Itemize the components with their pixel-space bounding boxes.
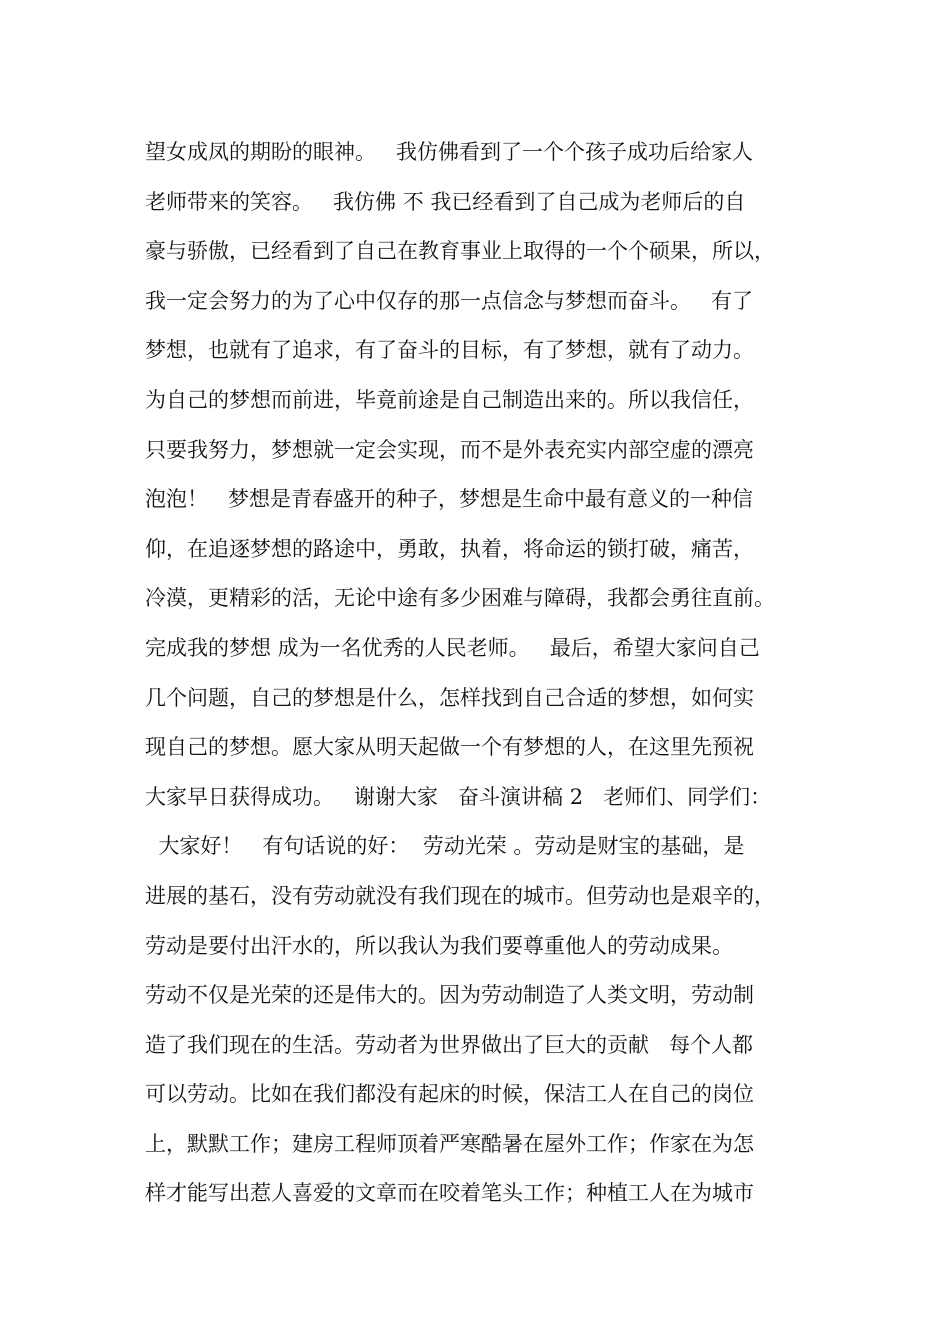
text-line-19: 造了我们现在的生活。劳动者为世界做出了巨大的贡献 每个人都	[145, 1032, 754, 1057]
text-line-10: 冷漠，更精彩的活，无论中途有多少困难与障碍，我都会勇往直前。	[145, 586, 775, 611]
text-line-7: 只要我努力，梦想就一定会实现，而不是外表充实内部空虚的漂亮	[145, 437, 754, 462]
text-line-11: 完成我的梦想 成为一名优秀的人民老师。 最后，希望大家问自己	[145, 635, 760, 660]
text-line-4: 我一定会努力的为了心中仅存的那一点信念与梦想而奋斗。 有了	[145, 288, 754, 313]
text-line-9: 仰，在追逐梦想的路途中，勇敢，执着，将命运的锁打破，痛苦，	[145, 536, 754, 561]
text-line-22: 样才能写出惹人喜爱的文章而在咬着笔头工作；种植工人在为城市	[145, 1181, 754, 1206]
text-line-1: 望女成凤的期盼的眼神。 我仿佛看到了一个个孩子成功后给家人	[145, 140, 754, 164]
text-line-14: 大家早日获得成功。 谢谢大家 奋斗演讲稿 2 老师们、同学们：	[145, 784, 772, 809]
text-line-16: 进展的基石，没有劳动就没有我们现在的城市。但劳动也是艰辛的，	[145, 883, 775, 908]
text-line-5: 梦想，也就有了追求，有了奋斗的目标，有了梦想，就有了动力。	[145, 338, 754, 363]
text-line-17: 劳动是要付出汗水的，所以我认为我们要尊重他人的劳动成果。	[145, 933, 733, 958]
text-line-21: 上，默默工作；建房工程师顶着严寒酷暑在屋外工作；作家在为怎	[145, 1131, 754, 1156]
text-line-20: 可以劳动。比如在我们都没有起床的时候，保洁工人在自己的岗位	[145, 1082, 754, 1107]
body-text	[145, 128, 845, 1219]
text-line-8: 泡泡！ 梦想是青春盛开的种子，梦想是生命中最有意义的一种信	[145, 487, 754, 512]
text-line-6: 为自己的梦想而前进，毕竟前途是自己制造出来的。所以我信任，	[145, 387, 754, 412]
text-line-18: 劳动不仅是光荣的还是伟大的。因为劳动制造了人类文明，劳动制	[145, 983, 754, 1008]
text-line-3: 豪与骄傲，已经看到了自己在教育事业上取得的一个个硕果，所以，	[145, 239, 775, 264]
text-line-12: 几个问题，自己的梦想是什么，怎样找到自己合适的梦想，如何实	[145, 685, 754, 710]
text-line-2: 老师带来的笑容。 我仿佛 不 我已经看到了自己成为老师后的自	[145, 189, 746, 214]
text-line-15: 大家好！ 有句话说的好： 劳动光荣 。劳动是财宝的基础，是	[145, 834, 745, 859]
text-line-13: 现自己的梦想。愿大家从明天起做一个有梦想的人，在这里先预祝	[145, 735, 754, 760]
